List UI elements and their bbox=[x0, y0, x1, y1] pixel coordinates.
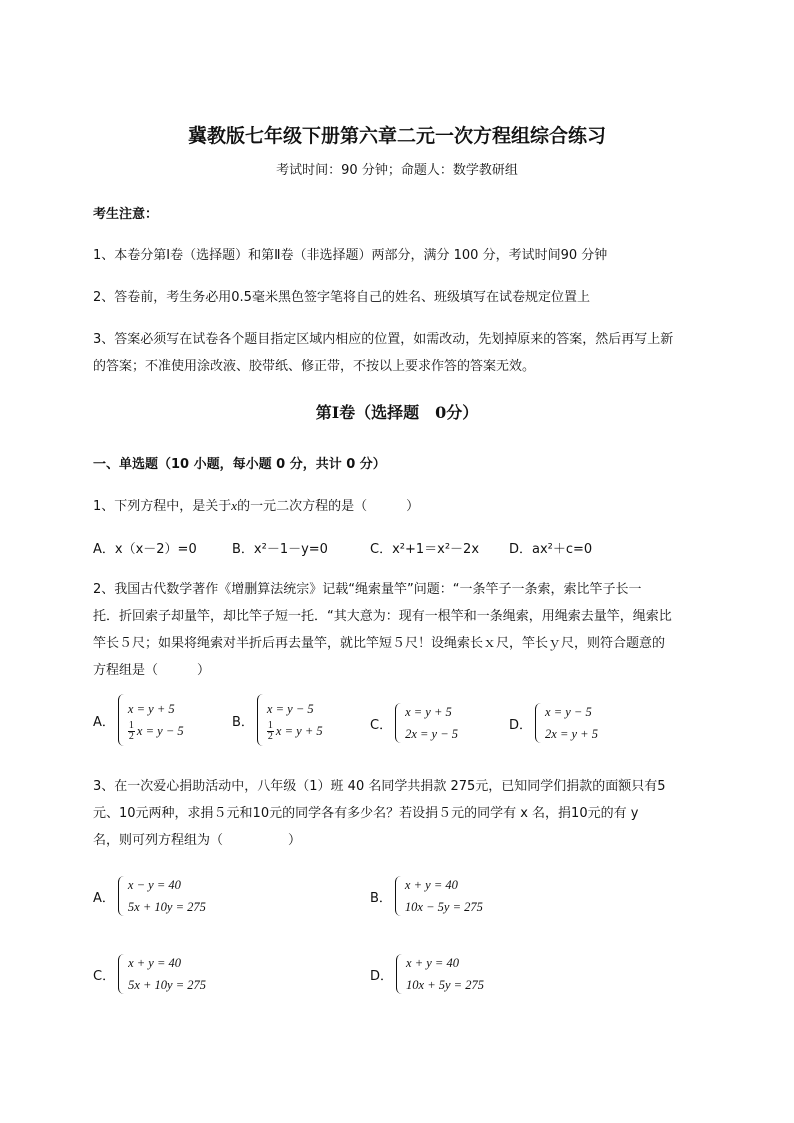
question-1-option-b: B．x²－1－y=0 bbox=[232, 542, 328, 557]
question-2-line-4: 方程组是（ ） bbox=[93, 663, 211, 678]
question-3-line-2: 元、10元两种，求捐５元和10元的同学各有多少名？若设捐５元的同学有 x 名，捐10元的有 y bbox=[93, 806, 639, 821]
question-2-line-2: 托．折回索子却量竿，却比竿子短一托．“其大意为：现有一根竿和一条绳索，用绳索去量竿，绳索比 bbox=[93, 609, 672, 624]
question-1-option-a: A．x（x－2）=0 bbox=[93, 542, 197, 557]
question-3-option-b: B． x + y = 40 10x − 5y = 275 bbox=[370, 878, 483, 914]
question-1-option-d: D．ax²＋c=0 bbox=[509, 542, 593, 557]
question-2-option-d: D． x = y − 5 2x = y + 5 bbox=[509, 705, 598, 741]
question-3-line-3: 名，则可列方程组为（ ） bbox=[93, 833, 302, 848]
part-heading: 一、单选题（10 小题，每小题 0 分，共计 0 分） bbox=[93, 457, 386, 472]
exam-subtitle: 考试时间：90 分钟；命题人：数学教研组 bbox=[276, 163, 518, 178]
notice-item-2: 2、答卷前，考生务必用0.5毫米黑色签字笔将自己的姓名、班级填写在试卷规定位置上 bbox=[93, 290, 590, 305]
question-3-option-d: D． x + y = 40 10x + 5y = 275 bbox=[370, 956, 484, 992]
notice-item-3: 3、答案必须写在试卷各个题目指定区域内相应的位置，如需改动，先划掉原来的答案，然后再写上新 bbox=[93, 332, 674, 347]
notice-item-3-cont: 的答案；不准使用涂改液、胶带纸、修正带，不按以上要求作答的答案无效。 bbox=[93, 359, 536, 374]
question-2-option-b: B． x = y − 5 $\frac{1}{2}$ x = y + 5 bbox=[232, 694, 323, 746]
page-title: 冀教版七年级下册第六章二元一次方程组综合练习 bbox=[187, 125, 606, 147]
question-2-option-a: A． x = y + 5 $\frac{1}{2}$ x = y − 5 bbox=[93, 694, 184, 746]
question-3-line-1: 3、在一次爱心捐助活动中，八年级（1）班 40 名同学共捐款 275元，已知同学们捐款的面额只有5 bbox=[93, 779, 666, 794]
notice-item-1: 1、本卷分第Ⅰ卷（选择题）和第Ⅱ卷（非选择题）两部分，满分 100 分，考试时间90 分钟 bbox=[93, 248, 608, 263]
question-2-option-c: C． x = y + 5 2x = y − 5 bbox=[370, 705, 459, 741]
section-title: 第Ⅰ卷（选择题 0分） bbox=[315, 403, 479, 422]
question-2-line-1: 2、我国古代数学著作《增删算法统宗》记载“绳索量竿”问题：“一条竿子一条索，索比竿子长一 bbox=[93, 582, 642, 597]
question-3-option-a: A． x − y = 40 5x + 10y = 275 bbox=[93, 878, 206, 914]
question-1-option-c: C．x²+1＝x²－2x bbox=[370, 542, 480, 557]
question-3-option-c: C． x + y = 40 5x + 10y = 275 bbox=[93, 956, 207, 992]
question-2-line-3: 竿长５尺；如果将绳索对半折后再去量竿，就比竿短５尺！设绳索长ｘ尺，竿长ｙ尺，则符合题意的 bbox=[93, 636, 666, 651]
question-1-stem: 1、下列方程中，是关于x的一元二次方程的是（ ） bbox=[93, 498, 420, 514]
notice-heading: 考生注意： bbox=[93, 207, 159, 222]
